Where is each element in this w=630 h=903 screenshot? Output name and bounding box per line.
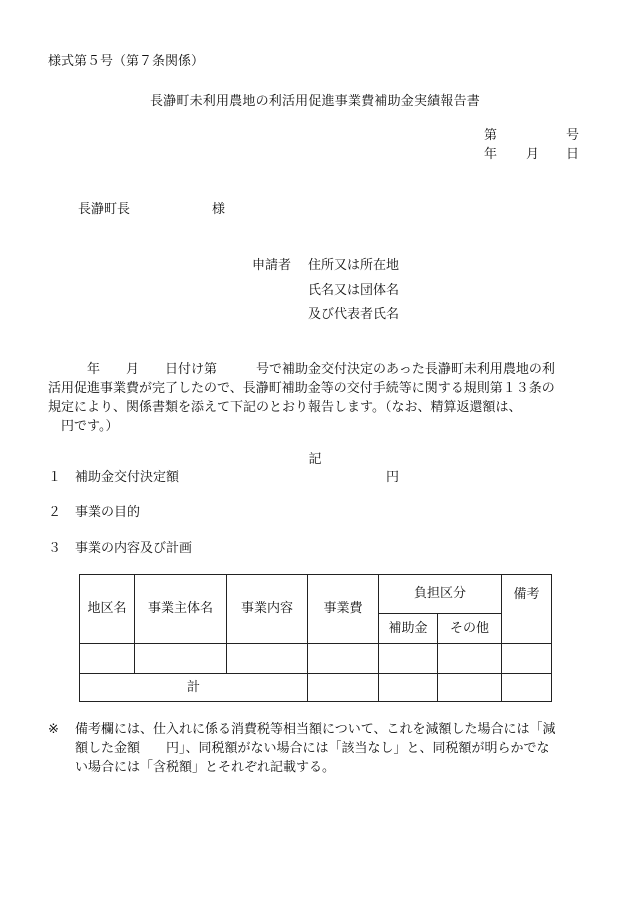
header-subsidy: 補助金 xyxy=(379,614,438,644)
header-content: 事業内容 xyxy=(227,575,308,644)
header-burden: 負担区分 xyxy=(379,575,502,614)
cell-entity[interactable] xyxy=(135,644,227,674)
note-line: い場合には「含税額」とそれぞれ記載する。 xyxy=(75,760,336,775)
item-purpose: 事業の目的 xyxy=(75,505,141,520)
cell-total-remarks[interactable] xyxy=(502,674,552,702)
cell-total-cost[interactable] xyxy=(308,674,379,702)
cell-content[interactable] xyxy=(227,644,308,674)
body-text-line: 規定により、関係書類を添えて下記のとおり報告します。（なお、精算返還額は、 xyxy=(48,400,522,415)
date-year-label: 年 xyxy=(484,147,498,162)
header-other: その他 xyxy=(438,614,502,644)
document-title: 長瀞町未利用農地の利活用促進事業費補助金実績報告書 xyxy=(149,94,480,109)
item-subsidy-unit: 円 xyxy=(386,470,400,485)
doc-number-suffix: 号 xyxy=(566,128,580,143)
total-label: 計 xyxy=(80,674,308,702)
item-number: ２ xyxy=(48,505,62,520)
note-mark: ※ xyxy=(48,722,59,737)
table-row xyxy=(80,644,552,674)
cell-total-other[interactable] xyxy=(438,674,502,702)
applicant-name-label: 氏名又は団体名 xyxy=(308,283,400,298)
ki-heading: 記 xyxy=(308,452,322,467)
cell-remarks[interactable] xyxy=(502,644,552,674)
item-content-plan: 事業の内容及び計画 xyxy=(75,541,193,556)
item-subsidy-amount: 補助金交付決定額 xyxy=(75,470,180,485)
date-day-label: 日 xyxy=(566,147,580,162)
item-number: ３ xyxy=(48,541,62,556)
form-number: 様式第５号（第７条関係） xyxy=(48,54,205,69)
date-month-label: 月 xyxy=(526,147,540,162)
header-remarks: 備考 xyxy=(502,575,552,644)
header-entity: 事業主体名 xyxy=(135,575,227,644)
body-text-line: 年 月 日付け第 号で補助金交付決定のあった長瀞町未利用農地の利 xyxy=(48,362,555,377)
note-line: 額した金額 円」、同税額がない場合には「該当なし」と、同税額が明らかでな xyxy=(75,741,550,756)
cell-cost[interactable] xyxy=(308,644,379,674)
cell-other[interactable] xyxy=(438,644,502,674)
note-line: 備考欄には、仕入れに係る消費税等相当額について、これを減額した場合には「減 xyxy=(75,722,556,737)
body-text-line: 活用促進事業費が完了したので、長瀞町補助金等の交付手続等に関する規則第１３条の xyxy=(48,381,555,396)
doc-number-prefix: 第 xyxy=(484,128,498,143)
cell-subsidy[interactable] xyxy=(379,644,438,674)
applicant-address-label: 住所又は所在地 xyxy=(308,258,400,273)
total-row xyxy=(80,674,552,702)
plan-table xyxy=(79,574,552,702)
applicant-representative-label: 及び代表者氏名 xyxy=(308,307,400,322)
item-number: １ xyxy=(48,470,62,485)
header-cost: 事業費 xyxy=(308,575,379,644)
recipient-name: 長瀞町長 xyxy=(78,202,131,217)
applicant-label: 申請者 xyxy=(252,258,292,273)
cell-total-subsidy[interactable] xyxy=(379,674,438,702)
body-text-line: 円です。） xyxy=(48,419,119,434)
header-area: 地区名 xyxy=(80,575,135,644)
cell-area[interactable] xyxy=(80,644,135,674)
recipient-suffix: 様 xyxy=(212,202,226,217)
